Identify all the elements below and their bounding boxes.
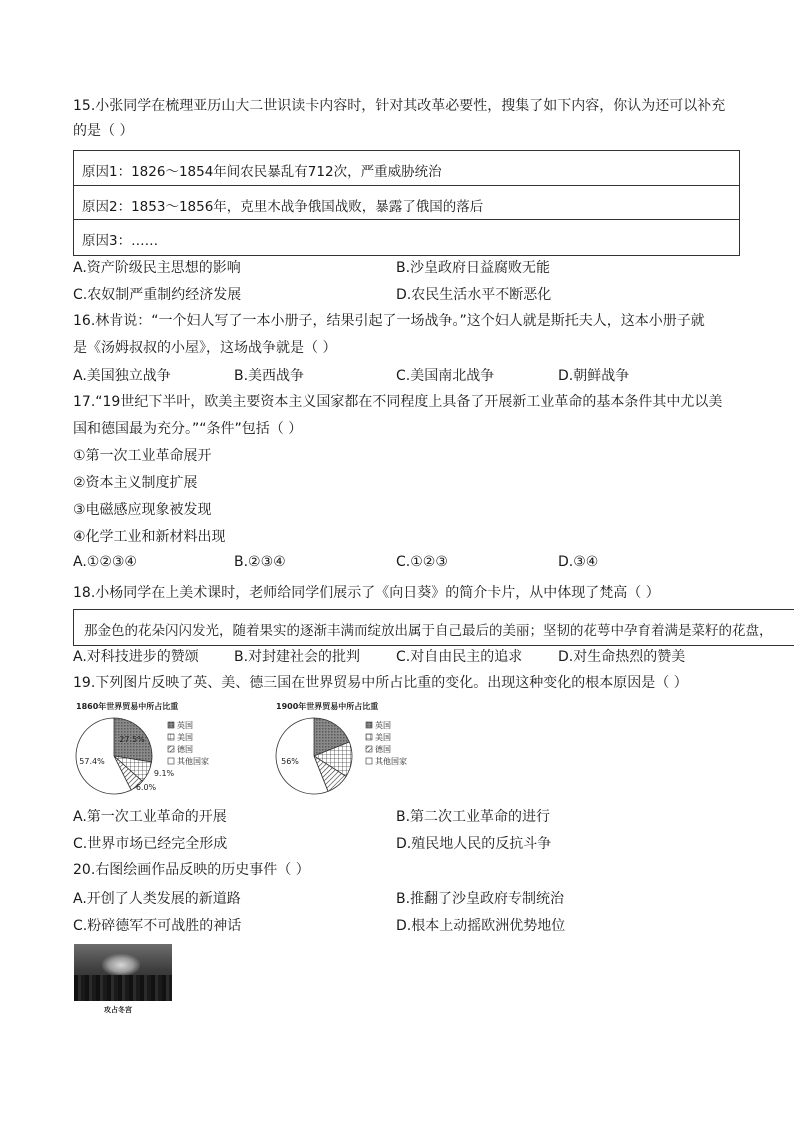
q15-option-a[interactable]: A.资产阶级民主思想的影响 [73,260,241,276]
q15-row-1: 原因1：1826～1854年间农民暴乱有712次，严重威胁统治 [82,164,442,180]
q19-stem: 19.下列图片反映了英、美、德三国在世界贸易中所占比重的变化。出现这种变化的根本原因是（ ） [73,675,688,691]
q17-stem-line1: 17.“19世纪下半叶，欧美主要资本主义国家都在不同程度上具备了开展新工业革命的基本条件其中尤以美 [73,394,723,410]
q17-item-2: ②资本主义制度扩展 [73,475,198,491]
legend-label: 英国 [375,721,391,730]
pie-data-label: 57.4% [79,757,105,766]
q15-row-divider [74,185,739,186]
q17-option-c[interactable]: C.①②③ [396,554,448,570]
q20-option-b[interactable]: B.推翻了沙皇政府专制统治 [396,891,565,907]
q15-row-2: 原因2：1853～1856年，克里木战争俄国战败，暴露了俄国的落后 [82,199,484,215]
legend-label: 其他国家 [375,757,407,766]
q18-option-d[interactable]: D.对生命热烈的赞美 [558,649,686,665]
q18-option-a[interactable]: A.对科技进步的赞颂 [73,649,199,665]
legend-label: 德国 [177,745,193,754]
q19-option-d[interactable]: D.殖民地人民的反抗斗争 [396,836,552,852]
q15-stem-line1: 15.小张同学在梳理亚历山大二世识读卡内容时，针对其改革必要性，搜集了如下内容，你认为还可以补充 [73,98,726,114]
q16-stem-line1: 16.林肯说：“一个妇人写了一本小册子，结果引起了一场战争。”这个妇人就是斯托夫人，这本小册子就 [73,313,705,329]
q15-row-divider [74,219,739,220]
legend-swatch [366,746,372,752]
q15-table [73,150,740,256]
q20-option-a[interactable]: A.开创了人类发展的新道路 [73,891,241,907]
pie-data-label: 6.0% [135,783,157,792]
q19-option-c[interactable]: C.世界市场已经完全形成 [73,836,228,852]
legend-label: 美国 [177,733,193,742]
legend-label: 德国 [375,745,391,754]
q15-row-3: 原因3：…… [82,233,159,249]
q15-option-b[interactable]: B.沙皇政府日益腐败无能 [396,260,551,276]
q18-stem: 18.小杨同学在上美术课时，老师给同学们展示了《向日葵》的简介卡片，从中体现了梵高（ ） [73,585,660,601]
pie-data-label: 9.1% [153,769,175,778]
legend-swatch [168,722,174,728]
painting-light [102,954,140,976]
q17-item-4: ④化学工业和新材料出现 [73,529,226,545]
q17-option-a[interactable]: A.①②③④ [73,554,137,570]
q18-card-text: 那金色的花朵闪闪发光，随着果实的逐渐丰满而绽放出属于自己最后的美丽；坚韧的花萼中孕育着满是菜籽的花盘， [84,623,773,639]
q19-option-b[interactable]: B.第二次工业革命的进行 [396,809,551,825]
legend-swatch [366,758,372,764]
q17-stem-line2: 国和德国最为充分。”“条件”包括（ ） [73,421,303,437]
legend-swatch [366,722,372,728]
pie-data-label: 27.5% [119,735,145,744]
q16-option-d[interactable]: D.朝鲜战争 [558,368,630,384]
legend-swatch [168,746,174,752]
q17-item-3: ③电磁感应现象被发现 [73,502,212,518]
q16-option-b[interactable]: B.美西战争 [234,368,305,384]
pie-data-label: 56% [281,757,299,766]
trade-share-pie-charts [70,698,430,800]
q15-option-d[interactable]: D.农民生活水平不断恶化 [396,287,552,303]
q19-option-a[interactable]: A.第一次工业革命的开展 [73,809,227,825]
legend-swatch [168,734,174,740]
legend-label: 美国 [375,733,391,742]
q20-stem: 20.右图绘画作品反映的历史事件（ ） [73,862,310,878]
q17-item-1: ①第一次工业革命展开 [73,448,212,464]
q18-option-b[interactable]: B.对封建社会的批判 [234,649,361,665]
q16-stem-line2: 是《汤姆叔叔的小屋》，这场战争就是（ ） [73,340,337,356]
q17-option-d[interactable]: D.③④ [558,554,599,570]
q16-option-c[interactable]: C.美国南北战争 [396,368,495,384]
legend-swatch [168,758,174,764]
q15-stem-line2: 的是（ ） [73,123,134,139]
q15-option-c[interactable]: C.农奴制严重制约经济发展 [73,287,242,303]
q18-card [73,609,794,646]
storming-winter-palace-painting [74,944,172,1001]
pie-title: 1860年世界贸易中所占比重 [76,702,179,711]
pie-title: 1900年世界贸易中所占比重 [276,702,379,711]
painting-caption: 攻占冬宫 [104,1006,132,1014]
q20-option-d[interactable]: D.根本上动摇欧洲优势地位 [396,918,566,934]
q20-option-c[interactable]: C.粉碎德军不可战胜的神话 [73,918,242,934]
q16-option-a[interactable]: A.美国独立战争 [73,368,171,384]
legend-label: 其他国家 [177,757,209,766]
painting-crowd [74,975,172,1001]
q18-option-c[interactable]: C.对自由民主的追求 [396,649,523,665]
q17-option-b[interactable]: B.②③④ [234,554,286,570]
legend-label: 英国 [177,721,193,730]
legend-swatch [366,734,372,740]
